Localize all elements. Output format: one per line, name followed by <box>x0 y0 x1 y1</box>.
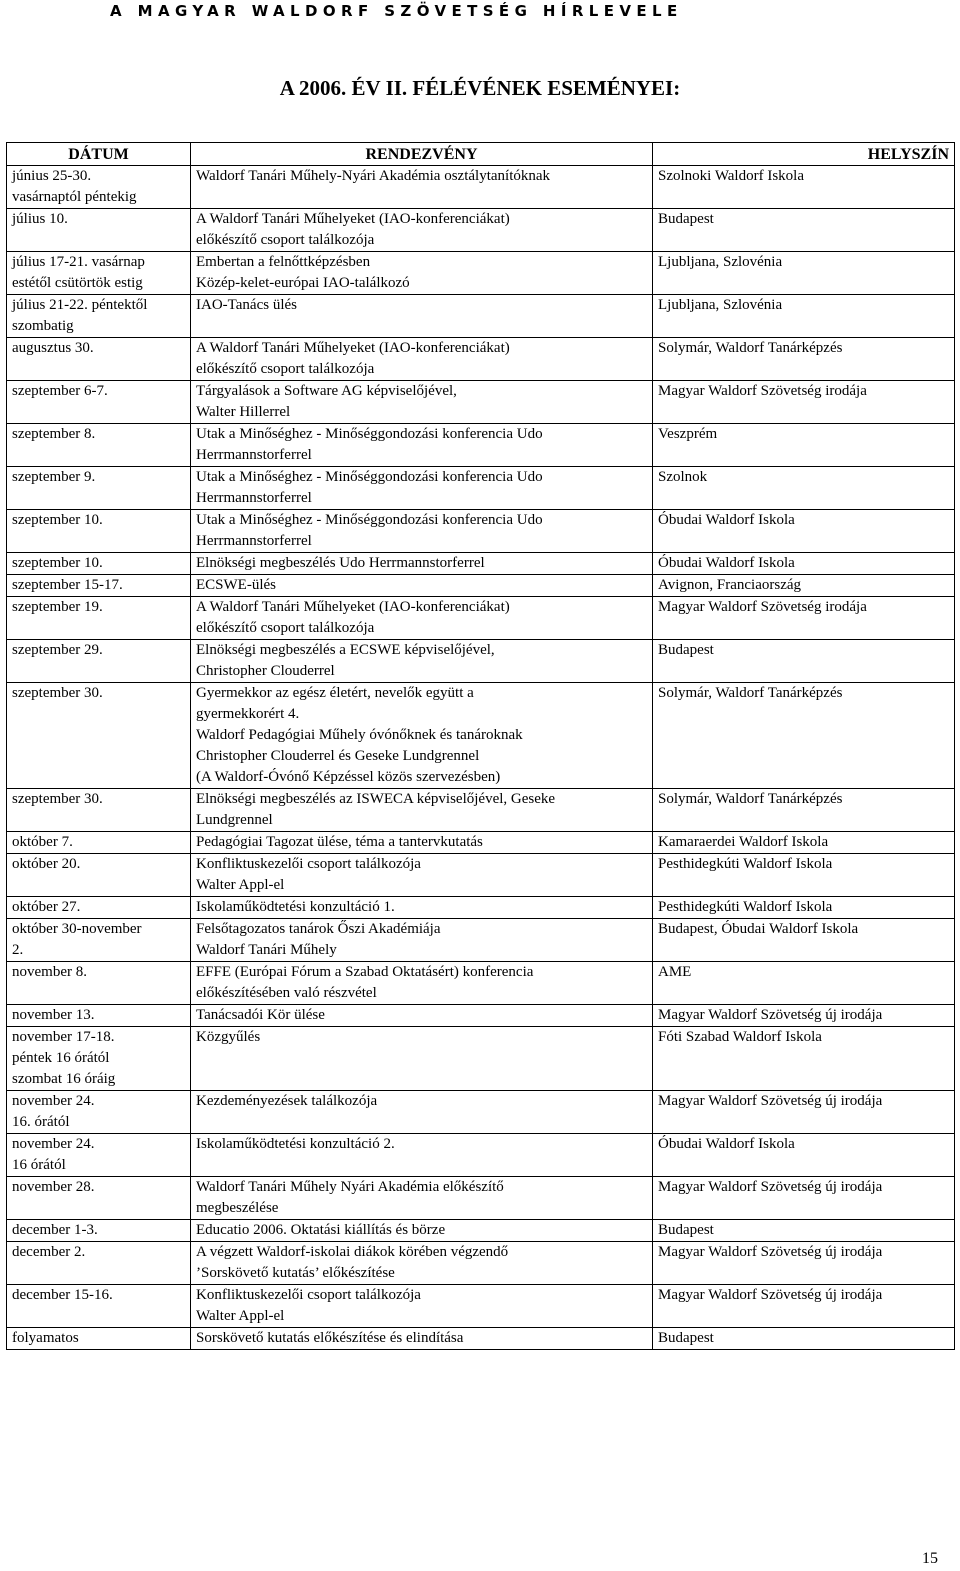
cell-place-line: Szolnok <box>658 469 708 485</box>
table-row <box>7 832 955 854</box>
cell-date-line: december 2. <box>12 1244 86 1260</box>
cell-date <box>7 338 191 381</box>
cell-event <box>191 1285 653 1328</box>
cell-place-line: Magyar Waldorf Szövetség új irodája <box>658 1093 883 1109</box>
cell-event <box>191 962 653 1005</box>
cell-date <box>7 510 191 553</box>
cell-place-line: Budapest <box>658 1330 714 1346</box>
cell-date-line: szeptember 6-7. <box>12 383 108 399</box>
cell-event-line: (A Waldorf-Óvónő Képzéssel közös szervezésben) <box>196 769 501 785</box>
cell-event-line: Iskolaműködtetési konzultáció 2. <box>196 1136 395 1152</box>
cell-event-line: megbeszélése <box>196 1200 279 1216</box>
cell-place <box>653 1027 955 1091</box>
cell-place <box>653 1091 955 1134</box>
cell-event-line: Lundgrennel <box>196 812 273 828</box>
cell-place <box>653 1220 955 1242</box>
cell-event-line: Tárgyalások a Software AG képviselőjével, <box>196 383 457 399</box>
cell-event-line: Walter Appl-el <box>196 1308 285 1324</box>
cell-date <box>7 640 191 683</box>
cell-place-line: Pesthidegkúti Waldorf Iskola <box>658 856 833 872</box>
cell-date-line: november 17-18. <box>12 1029 115 1045</box>
cell-date <box>7 1134 191 1177</box>
cell-place-line: Ljubljana, Szlovénia <box>658 297 783 313</box>
cell-event-line: Waldorf Tanári Műhely-Nyári Akadémia osztálytanítóknak <box>196 168 551 184</box>
table-row <box>7 166 955 209</box>
cell-event-line: Walter Appl-el <box>196 877 285 893</box>
cell-event <box>191 553 653 575</box>
cell-place <box>653 897 955 919</box>
cell-place <box>653 209 955 252</box>
cell-date-line: 16 órától <box>12 1157 66 1173</box>
cell-event <box>191 1177 653 1220</box>
cell-event-line: A végzett Waldorf-iskolai diákok körében végzendő <box>196 1244 509 1260</box>
cell-date <box>7 1220 191 1242</box>
table-row <box>7 1220 955 1242</box>
cell-event-line: A Waldorf Tanári Műhelyeket (IAO-konferenciákat) <box>196 340 510 356</box>
cell-date-line: szombat 16 óráig <box>12 1071 116 1087</box>
cell-event-line: Sorskövető kutatás előkészítése és elindítása <box>196 1330 464 1346</box>
table-row <box>7 424 955 467</box>
cell-place <box>653 338 955 381</box>
cell-event-line: Konfliktuskezelői csoport találkozója <box>196 856 421 872</box>
cell-date <box>7 252 191 295</box>
cell-event-line: Közép-kelet-európai IAO-találkozó <box>196 275 410 291</box>
table-row <box>7 553 955 575</box>
cell-place <box>653 553 955 575</box>
table-row <box>7 897 955 919</box>
table-row <box>7 575 955 597</box>
cell-event-line: Tanácsadói Kör ülése <box>196 1007 325 1023</box>
table-row <box>7 919 955 962</box>
cell-place <box>653 683 955 789</box>
cell-date-line: november 28. <box>12 1179 95 1195</box>
cell-event-line: ’Sorskövető kutatás’ előkészítése <box>196 1265 395 1281</box>
cell-event <box>191 597 653 640</box>
cell-event <box>191 510 653 553</box>
cell-place-line: Óbudai Waldorf Iskola <box>658 555 795 571</box>
cell-place-line: Magyar Waldorf Szövetség irodája <box>658 383 867 399</box>
cell-event <box>191 166 653 209</box>
table-row <box>7 962 955 1005</box>
table-row <box>7 1027 955 1091</box>
cell-date <box>7 575 191 597</box>
cell-place-line: Magyar Waldorf Szövetség új irodája <box>658 1179 883 1195</box>
cell-place-line: Magyar Waldorf Szövetség irodája <box>658 599 867 615</box>
cell-event <box>191 1091 653 1134</box>
cell-place-line: Budapest <box>658 642 714 658</box>
cell-place-line: Solymár, Waldorf Tanárképzés <box>658 340 843 356</box>
cell-date-line: szeptember 10. <box>12 512 103 528</box>
cell-place-line: Magyar Waldorf Szövetség új irodája <box>658 1244 883 1260</box>
column-header-date: DÁTUM <box>7 143 191 166</box>
page-number: 15 <box>922 1550 938 1567</box>
cell-event <box>191 424 653 467</box>
cell-event-line: A Waldorf Tanári Műhelyeket (IAO-konferenciákat) <box>196 211 510 227</box>
cell-place <box>653 832 955 854</box>
cell-event-line: előkészítésében való részvétel <box>196 985 377 1001</box>
cell-event-line: Utak a Minőséghez - Minőséggondozási konferencia Udo <box>196 469 543 485</box>
cell-event-line: Iskolaműködtetési konzultáció 1. <box>196 899 395 915</box>
cell-event <box>191 1242 653 1285</box>
cell-date-line: október 30-november <box>12 921 142 937</box>
cell-place-line: AME <box>658 964 692 980</box>
cell-event-line: Waldorf Tanári Műhely <box>196 942 337 958</box>
events-table <box>6 142 955 1350</box>
cell-date-line: október 20. <box>12 856 81 872</box>
cell-date-line: november 24. <box>12 1136 95 1152</box>
cell-event-line: IAO-Tanács ülés <box>196 297 297 313</box>
cell-event-line: Közgyűlés <box>196 1029 261 1045</box>
cell-date-line: december 1-3. <box>12 1222 98 1238</box>
cell-place <box>653 854 955 897</box>
cell-event-line: EFFE (Európai Fórum a Szabad Oktatásért) konferencia <box>196 964 534 980</box>
cell-event <box>191 1134 653 1177</box>
cell-event-line: előkészítő csoport találkozója <box>196 361 375 377</box>
cell-place <box>653 295 955 338</box>
table-row <box>7 854 955 897</box>
table-header-row <box>7 143 955 166</box>
cell-event-line: Waldorf Tanári Műhely Nyári Akadémia előkészítő <box>196 1179 504 1195</box>
cell-event <box>191 252 653 295</box>
table-row <box>7 1005 955 1027</box>
cell-place-line: Ljubljana, Szlovénia <box>658 254 783 270</box>
cell-event-line: Herrmannstorferrel <box>196 490 312 506</box>
cell-date-line: július 10. <box>12 211 68 227</box>
cell-event-line: Educatio 2006. Oktatási kiállítás és börze <box>196 1222 446 1238</box>
cell-date <box>7 424 191 467</box>
cell-place <box>653 424 955 467</box>
cell-event <box>191 467 653 510</box>
table-row <box>7 1177 955 1220</box>
cell-place-line: Budapest <box>658 1222 714 1238</box>
cell-date <box>7 1242 191 1285</box>
cell-place-line: Pesthidegkúti Waldorf Iskola <box>658 899 833 915</box>
cell-place <box>653 1005 955 1027</box>
cell-place <box>653 1134 955 1177</box>
cell-place <box>653 252 955 295</box>
cell-place-line: Avignon, Franciaország <box>658 577 802 593</box>
cell-date <box>7 597 191 640</box>
cell-event-line: Waldorf Pedagógiai Műhely óvónőknek és tanároknak <box>196 727 523 743</box>
cell-place <box>653 575 955 597</box>
table-row <box>7 338 955 381</box>
cell-place <box>653 1242 955 1285</box>
cell-event <box>191 789 653 832</box>
cell-place <box>653 510 955 553</box>
cell-event <box>191 683 653 789</box>
table-row <box>7 1091 955 1134</box>
table-row <box>7 252 955 295</box>
cell-date <box>7 854 191 897</box>
cell-event-line: gyermekkorért 4. <box>196 706 300 722</box>
cell-event <box>191 209 653 252</box>
table-row <box>7 510 955 553</box>
cell-event-line: Elnökségi megbeszélés az ISWECA képviselőjével, Geseke <box>196 791 556 807</box>
cell-place <box>653 467 955 510</box>
table-row <box>7 640 955 683</box>
cell-event <box>191 1027 653 1091</box>
cell-event-line: előkészítő csoport találkozója <box>196 232 375 248</box>
page-title: A 2006. ÉV II. FÉLÉVÉNEK ESEMÉNYEI: <box>279 76 681 100</box>
cell-place-line: Magyar Waldorf Szövetség új irodája <box>658 1287 883 1303</box>
column-header-event: RENDEZVÉNY <box>191 143 653 166</box>
cell-event <box>191 640 653 683</box>
cell-date-line: szeptember 8. <box>12 426 96 442</box>
cell-place <box>653 919 955 962</box>
cell-event <box>191 919 653 962</box>
cell-date-line: július 21-22. péntektől <box>12 297 148 313</box>
cell-date-line: szeptember 9. <box>12 469 96 485</box>
cell-date-line: december 15-16. <box>12 1287 113 1303</box>
table-row <box>7 381 955 424</box>
cell-event-line: Herrmannstorferrel <box>196 533 312 549</box>
table-row <box>7 209 955 252</box>
cell-date <box>7 789 191 832</box>
cell-place-line: Óbudai Waldorf Iskola <box>658 1136 795 1152</box>
cell-place-line: Szolnoki Waldorf Iskola <box>658 168 804 184</box>
cell-date-line: október 27. <box>12 899 81 915</box>
events-table-body <box>7 166 955 1350</box>
cell-event-line: Embertan a felnőttképzésben <box>196 254 371 270</box>
cell-place <box>653 640 955 683</box>
cell-event-line: Herrmannstorferrel <box>196 447 312 463</box>
cell-date <box>7 467 191 510</box>
cell-place <box>653 1328 955 1350</box>
cell-place-line: Budapest <box>658 211 714 227</box>
cell-event <box>191 1220 653 1242</box>
cell-place-line: Fóti Szabad Waldorf Iskola <box>658 1029 822 1045</box>
cell-date-line: folyamatos <box>12 1330 79 1346</box>
cell-place-line: Veszprém <box>658 426 718 442</box>
cell-event-line: Utak a Minőséghez - Minőséggondozási konferencia Udo <box>196 512 543 528</box>
cell-date-line: vasárnaptól péntekig <box>12 189 137 205</box>
cell-event <box>191 832 653 854</box>
cell-date-line: november 8. <box>12 964 87 980</box>
table-row <box>7 1134 955 1177</box>
cell-event-line: Utak a Minőséghez - Minőséggondozási konferencia Udo <box>196 426 543 442</box>
cell-date-line: estétől csütörtök estig <box>12 275 143 291</box>
cell-date <box>7 962 191 1005</box>
table-row <box>7 295 955 338</box>
cell-event-line: Elnökségi megbeszélés Udo Herrmannstorferrel <box>196 555 485 571</box>
cell-event <box>191 897 653 919</box>
cell-date-line: 2. <box>12 942 24 958</box>
column-header-place: HELYSZÍN <box>653 143 955 166</box>
cell-event-line: Felsőtagozatos tanárok Őszi Akadémiája <box>196 921 441 937</box>
cell-date <box>7 295 191 338</box>
cell-event <box>191 1328 653 1350</box>
cell-date <box>7 1177 191 1220</box>
cell-date-line: október 7. <box>12 834 73 850</box>
cell-event-line: Walter Hillerrel <box>196 404 291 420</box>
cell-event <box>191 381 653 424</box>
cell-date-line: szeptember 19. <box>12 599 103 615</box>
cell-event <box>191 295 653 338</box>
table-row <box>7 1285 955 1328</box>
cell-event-line: ECSWE-ülés <box>196 577 276 593</box>
cell-date <box>7 1005 191 1027</box>
cell-event-line: A Waldorf Tanári Műhelyeket (IAO-konferenciákat) <box>196 599 510 615</box>
cell-date <box>7 209 191 252</box>
cell-event-line: előkészítő csoport találkozója <box>196 620 375 636</box>
cell-date <box>7 1285 191 1328</box>
table-row <box>7 467 955 510</box>
cell-date <box>7 897 191 919</box>
cell-place-line: Solymár, Waldorf Tanárképzés <box>658 685 843 701</box>
cell-place <box>653 789 955 832</box>
cell-date-line: péntek 16 órától <box>12 1050 110 1066</box>
cell-date <box>7 832 191 854</box>
newsletter-header: A MAGYAR WALDORF SZÖVETSÉG HÍRLEVELE <box>110 2 683 20</box>
cell-place <box>653 1177 955 1220</box>
table-row <box>7 683 955 789</box>
cell-date <box>7 381 191 424</box>
cell-place-line: Óbudai Waldorf Iskola <box>658 512 795 528</box>
cell-date <box>7 1027 191 1091</box>
cell-date-line: szeptember 15-17. <box>12 577 123 593</box>
cell-event <box>191 575 653 597</box>
cell-event <box>191 338 653 381</box>
cell-date <box>7 1091 191 1134</box>
cell-event-line: Pedagógiai Tagozat ülése, téma a tantervkutatás <box>196 834 483 850</box>
cell-event-line: Christopher Clouderrel és Geseke Lundgrennel <box>196 748 480 764</box>
cell-event-line: Elnökségi megbeszélés a ECSWE képviselőjével, <box>196 642 495 658</box>
cell-event-line: Gyermekkor az egész életért, nevelők együtt a <box>196 685 474 701</box>
cell-event-line: Konfliktuskezelői csoport találkozója <box>196 1287 421 1303</box>
cell-date-line: november 13. <box>12 1007 95 1023</box>
cell-date-line: szeptember 30. <box>12 791 103 807</box>
cell-date-line: szombatig <box>12 318 74 334</box>
cell-date <box>7 683 191 789</box>
cell-place <box>653 166 955 209</box>
cell-place-line: Magyar Waldorf Szövetség új irodája <box>658 1007 883 1023</box>
cell-date <box>7 1328 191 1350</box>
cell-place <box>653 381 955 424</box>
cell-date-line: 16. órától <box>12 1114 70 1130</box>
cell-date-line: szeptember 30. <box>12 685 103 701</box>
cell-date-line: szeptember 29. <box>12 642 103 658</box>
cell-place-line: Budapest, Óbudai Waldorf Iskola <box>658 921 859 937</box>
table-row <box>7 1242 955 1285</box>
cell-event <box>191 854 653 897</box>
table-row <box>7 597 955 640</box>
cell-date-line: november 24. <box>12 1093 95 1109</box>
cell-place <box>653 1285 955 1328</box>
table-row <box>7 789 955 832</box>
cell-date <box>7 919 191 962</box>
cell-date-line: július 17-21. vasárnap <box>12 254 145 270</box>
table-row <box>7 1328 955 1350</box>
cell-place-line: Solymár, Waldorf Tanárképzés <box>658 791 843 807</box>
cell-event <box>191 1005 653 1027</box>
cell-event-line: Kezdeményezések találkozója <box>196 1093 378 1109</box>
cell-place <box>653 962 955 1005</box>
cell-date <box>7 553 191 575</box>
cell-event-line: Christopher Clouderrel <box>196 663 335 679</box>
cell-place <box>653 597 955 640</box>
cell-date-line: augusztus 30. <box>12 340 94 356</box>
cell-date-line: június 25-30. <box>12 168 92 184</box>
cell-place-line: Kamaraerdei Waldorf Iskola <box>658 834 829 850</box>
cell-date-line: szeptember 10. <box>12 555 103 571</box>
cell-date <box>7 166 191 209</box>
